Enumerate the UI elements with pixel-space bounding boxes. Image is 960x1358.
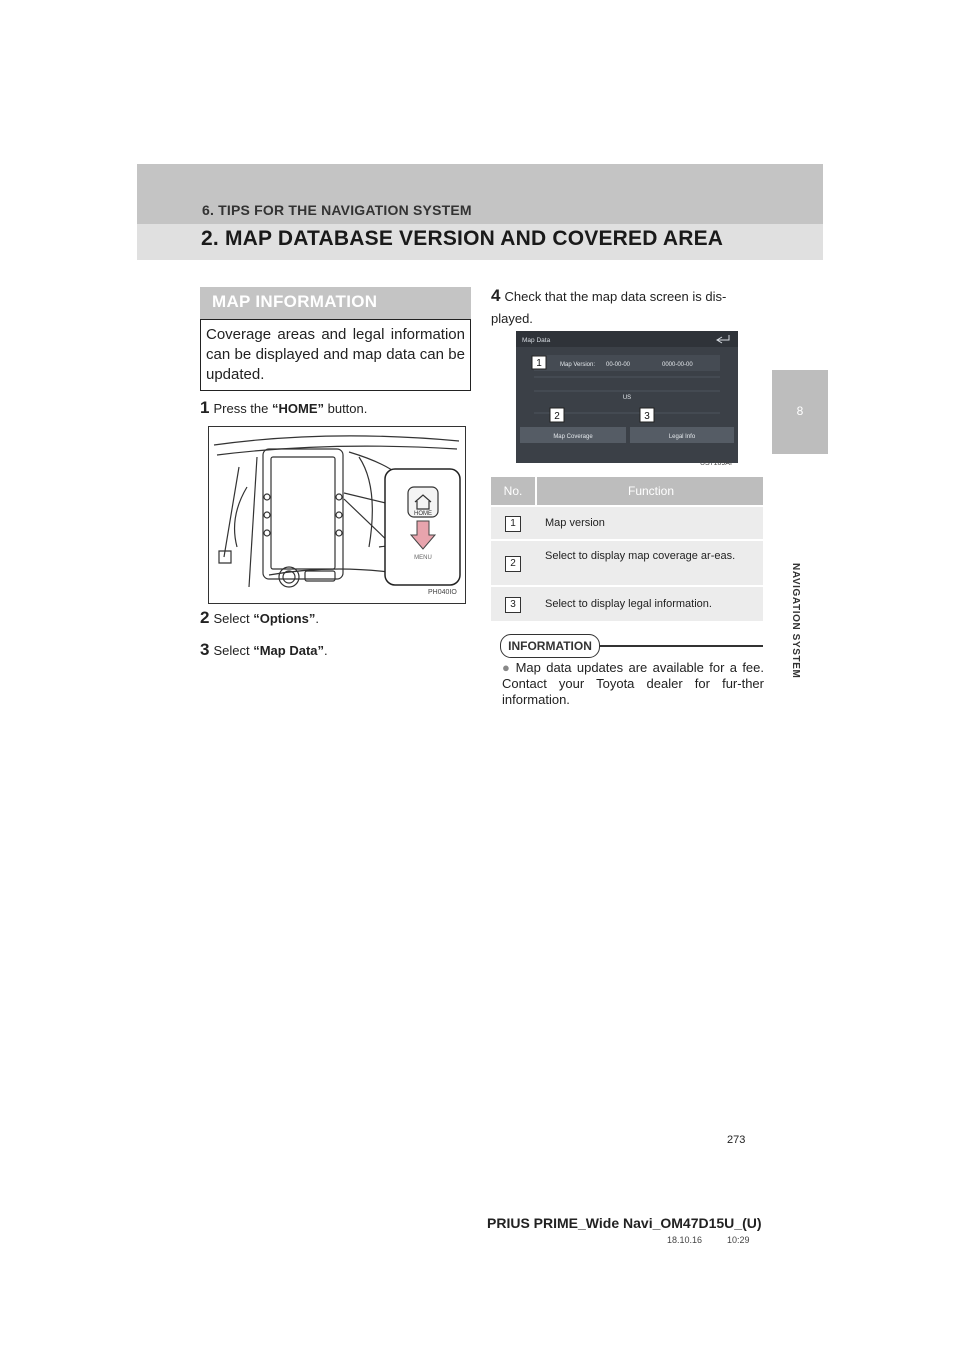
map-data-screen: [516, 331, 738, 463]
step-4-text: Check that the map data screen is dis-played.: [491, 289, 727, 326]
table-header-function: Function: [535, 477, 765, 505]
footer-time: 10:29: [727, 1235, 750, 1245]
step-3-pre: Select: [213, 643, 254, 658]
step-1: [200, 398, 367, 418]
screen-caption: US7109AI: [700, 460, 732, 467]
screen-legal-info-label: Legal Info: [668, 434, 696, 440]
callout-1: 1: [536, 358, 542, 369]
step-3-post: .: [324, 643, 328, 658]
callout-3: 3: [644, 411, 650, 422]
page-title: 2. MAP DATABASE VERSION AND COVERED AREA: [201, 227, 724, 250]
step-1-number: 1: [200, 398, 210, 417]
table-row: [491, 585, 763, 621]
information-rule: [600, 645, 763, 647]
illus-menu-label: MENU: [414, 555, 432, 561]
table-row-no: 1: [505, 516, 521, 532]
page-number: 273: [727, 1134, 746, 1146]
chapter-label: NAVIGATION SYSTEM: [790, 563, 801, 679]
map-information-heading: [200, 287, 471, 319]
screen-version-date: 0000-00-00: [662, 362, 693, 368]
bullet-dot-icon: ●: [502, 660, 512, 675]
function-table: [491, 477, 763, 621]
dashboard-drawing: [209, 427, 465, 603]
step-2-pre: Select: [213, 611, 254, 626]
footer-date: 18.10.16: [667, 1235, 703, 1245]
table-header: [491, 477, 763, 505]
illus-home-label: HOME: [414, 511, 432, 517]
step-2-number: 2: [200, 608, 210, 627]
chapter-number: 8: [796, 404, 804, 418]
step-2: [200, 608, 319, 628]
table-row-no: 2: [505, 556, 521, 572]
overview-note-box: [200, 319, 471, 391]
section-title: 6. TIPS FOR THE NAVIGATION SYSTEM: [202, 202, 472, 218]
step-3-emph: “Map Data”: [253, 643, 325, 658]
screen-version-value: 00-00-00: [606, 362, 631, 368]
step-1-post: button.: [324, 401, 368, 416]
screen-map-coverage-label: Map Coverage: [553, 434, 593, 440]
step-3: [200, 640, 328, 660]
information-bullet: [502, 660, 764, 708]
table-row-function: Select to display map coverage ar-eas.: [545, 550, 736, 562]
step-2-emph: “Options”: [253, 611, 316, 626]
overview-note-text: Coverage areas and legal information can be displayed and map data can be updated.: [206, 326, 465, 383]
information-label-pill: [500, 634, 600, 658]
table-row-function: Map version: [545, 517, 605, 529]
table-row: [491, 505, 763, 539]
step-1-emph: “HOME”: [272, 401, 324, 416]
table-row: [491, 539, 763, 585]
screen-version-label: Map Version:: [560, 362, 596, 368]
map-information-heading-text: MAP INFORMATION: [212, 292, 378, 311]
information-label: INFORMATION: [508, 639, 592, 653]
step-1-pre: Press the: [213, 401, 272, 416]
table-header-no: No.: [503, 484, 523, 498]
table-row-no: 3: [505, 597, 521, 613]
screen-region: US: [622, 395, 632, 401]
step-4-number: 4: [491, 286, 501, 305]
illustration-caption: PH040IO: [428, 589, 457, 596]
home-button-illustration: [208, 426, 466, 604]
map-data-screen-drawing: [516, 331, 738, 463]
information-bullet-text: Map data updates are available for a fee. Contact your Toyota dealer for fur-ther information.: [502, 660, 765, 707]
footer-model: PRIUS PRIME_Wide Navi_OM47D15U_(U): [487, 1215, 762, 1231]
step-2-post: .: [315, 611, 319, 626]
screen-title: Map Data: [522, 337, 551, 344]
table-row-function: Select to display legal information.: [545, 598, 712, 610]
callout-2: 2: [554, 411, 560, 422]
step-3-number: 3: [200, 640, 210, 659]
step-4: [491, 285, 763, 330]
